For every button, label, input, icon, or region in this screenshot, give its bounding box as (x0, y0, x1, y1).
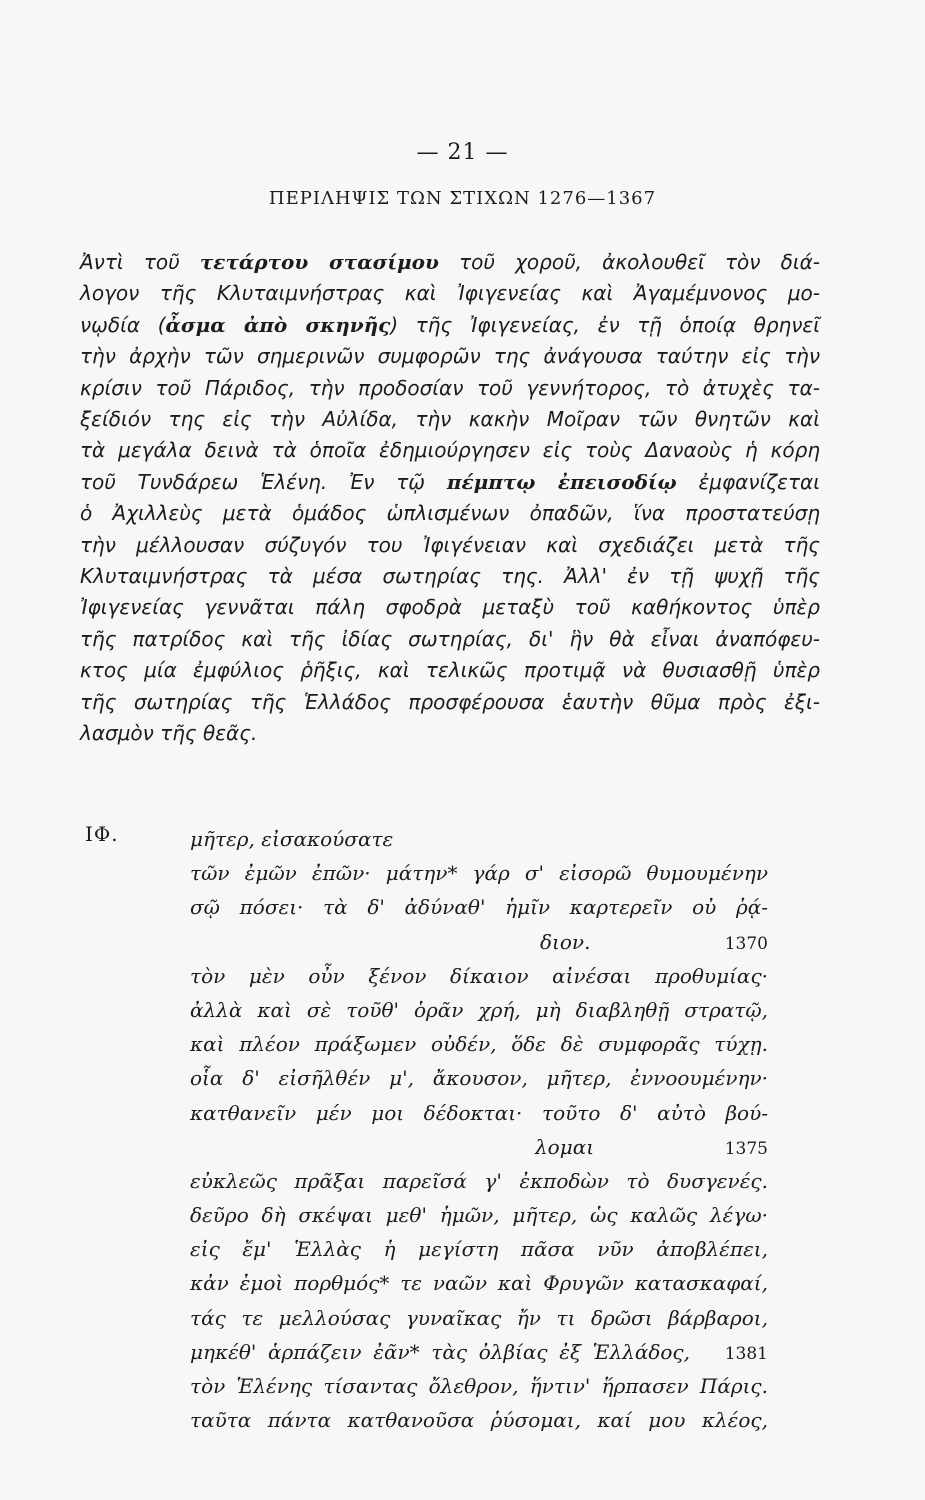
verse-block (190, 822, 768, 1437)
verse-line: λομαι (535, 1134, 595, 1159)
verse-line: καὶ πλέον πράξωμεν οὐδέν, ὅδε δὲ συμφορᾶς τύχῃ. (190, 1032, 768, 1057)
summary-line: Κλυταιμνήστρας τὰ μέσα σωτηρίας της. Ἀλλ' ἐν τῇ ψυχῇ τῆς (80, 564, 820, 589)
summary-paragraph (80, 247, 820, 750)
verse-line: ἀλλὰ καὶ σὲ τοῦθ' ὁρᾶν χρή, μὴ διαβληθῇ στρατῷ, (190, 997, 768, 1022)
summary-line: λασμὸν τῆς θεᾶς. (80, 721, 258, 746)
verse-line: κἀν ἐμοὶ πορθμός* τε ναῶν καὶ Φρυγῶν κατασκαφαί, (190, 1271, 768, 1296)
verse-line: τῶν ἐμῶν ἐπῶν· μάτην* γάρ σ' εἰσορῶ θυμουμένην (190, 861, 768, 886)
verse-line: οἷα δ' εἰσῆλθέν μ', ἄκουσον, μῆτερ, ἐννοουμένην· (190, 1066, 768, 1091)
summary-line: ξείδιόν της εἰς τὴν Αὐλίδα, τὴν κακὴν Μοῖραν τῶν θνητῶν καὶ (80, 407, 820, 432)
summary-line: τὴν ἀρχὴν τῶν σημερινῶν συμφορῶν της ἀνάγουσα ταύτην εἰς τὴν (80, 344, 820, 369)
summary-line: τοῦ Τυνδάρεω Ἑλένη. Ἐν τῷ πέμπτῳ ἐπεισοδίῳ ἐμφανίζεται (80, 469, 820, 494)
summary-line: Ἰφιγενείας γεννᾶται πάλη σφοδρὰ μεταξὺ τοῦ καθήκοντος ὑπὲρ (80, 595, 820, 620)
verse-line: μηκέθ' ἁρπάζειν ἐᾶν* τὰς ὀλβίας ἐξ Ἑλλάδος, (190, 1339, 690, 1364)
verse-line: ταῦτα πάντα κατθανοῦσα ῥύσομαι, καί μου κλέος, (190, 1408, 768, 1433)
verse-line: τάς τε μελλούσας γυναῖκας ἤν τι δρῶσι βάρβαροι, (190, 1305, 768, 1330)
verse-line: εἰς ἔμ' Ἑλλὰς ἡ μεγίστη πᾶσα νῦν ἀποβλέπει, (190, 1237, 768, 1262)
summary-line: ὁ Ἀχιλλεὺς μετὰ ὁμάδος ὡπλισμένων ὀπαδῶν, ἵνα προστατεύσῃ (80, 501, 820, 526)
line-number: 1370 (724, 933, 768, 954)
summary-line: κρίσιν τοῦ Πάριδος, τὴν προδοσίαν τοῦ γεννήτορος, τὸ ἀτυχὲς τα- (80, 375, 820, 400)
verse-line: τὸν Ἑλένης τίσαντας ὄλεθρον, ἥντιν' ἥρπασεν Πάρις. (190, 1374, 768, 1398)
summary-line: λογον τῆς Κλυταιμνήστρας καὶ Ἰφιγενείας καὶ Ἀγαμέμνονος μο- (80, 281, 820, 306)
emphasis: τετάρτου στασίμου (199, 250, 439, 274)
summary-line: Ἀντὶ τοῦ τετάρτου στασίμου τοῦ χοροῦ, ἀκολουθεῖ τὸν διά- (80, 250, 820, 274)
summary-line: τῆς σωτηρίας τῆς Ἑλλάδος προσφέρουσα ἑαυτὴν θῦμα πρὸς ἐξι- (80, 689, 820, 714)
verse-line: δεῦρο δὴ σκέψαι μεθ' ἡμῶν, μῆτερ, ὡς καλῶς λέγω· (190, 1203, 768, 1228)
summary-line: τῆς πατρίδος καὶ τῆς ἰδίας σωτηρίας, δι' ἣν θὰ εἶναι ἀναπόφευ- (80, 626, 820, 651)
page-number: — 21 — (416, 140, 509, 165)
speaker-label: ΙΦ. (85, 822, 119, 846)
line-number: 1381 (724, 1344, 768, 1364)
emphasis: πέμπτῳ ἐπεισοδίῳ (446, 469, 677, 494)
verse-line: μῆτερ, εἰσακούσατε (190, 827, 394, 851)
summary-line: τὴν μέλλουσαν σύζυγόν του Ἰφιγένειαν καὶ σχεδιάζει μετὰ τῆς (80, 532, 820, 557)
verse-line: διον. (540, 929, 591, 954)
summary-line: κτος μία ἐμφύλιος ῥῆξις, καὶ τελικῶς προτιμᾷ νὰ θυσιασθῇ ὑπὲρ (80, 658, 820, 683)
summary-line: τὰ μεγάλα δεινὰ τὰ ὁποῖα ἐδημιούργησεν εἰς τοὺς Δαναοὺς ἡ κόρη (80, 438, 820, 463)
verse-line: κατθανεῖν μέν μοι δέδοκται· τοῦτο δ' αὐτὸ βού- (190, 1100, 768, 1125)
line-number: 1375 (724, 1138, 768, 1159)
emphasis: ἆσμα ἀπὸ σκηνῆς (165, 312, 391, 337)
verse-line: εὐκλεῶς πρᾶξαι παρεῖσά γ' ἐκποδὼν τὸ δυσγενές. (190, 1168, 768, 1193)
verse-line: σῷ πόσει· τὰ δ' ἀδύναθ' ἡμῖν καρτερεῖν οὐ ῥᾴ- (190, 895, 768, 920)
verse-line: τὸν μὲν οὖν ξένον δίκαιον αἰνέσαι προθυμίας· (190, 963, 768, 988)
summary-line: νῳδία (ἆσμα ἀπὸ σκηνῆς) τῆς Ἰφιγενείας, ἐν τῇ ὁποίᾳ θρηνεῖ (80, 312, 820, 337)
section-heading: ΠΕΡΙΛΗΨΙΣ ΤΩΝ ΣΤΙΧΩΝ 1276—1367 (268, 188, 657, 209)
